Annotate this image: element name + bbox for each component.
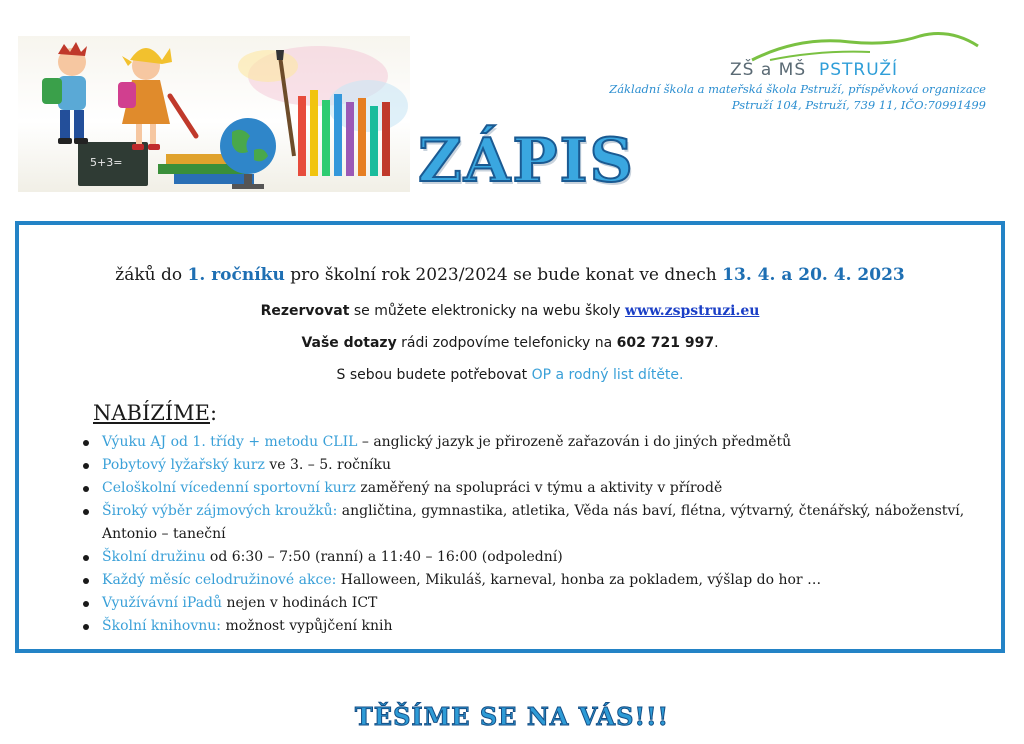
bring-items: OP a rodný list dítěte. [531,367,684,383]
logo-brand [730,60,898,80]
intro-text-1: žáků do [115,265,188,285]
offer-heading [93,401,217,425]
school-illustration [18,36,410,192]
school-logo-block [609,30,986,120]
info-frame [15,221,1005,653]
intro-grade: 1. ročníku [187,265,285,285]
logo-brand-right: PSTRUŽÍ [818,60,898,80]
list-item [99,615,999,638]
questions-text: rádi zodpovíme telefonicky na [396,335,617,351]
offer-text: angličtina, gymnastika, atletika, Věda nás baví, flétna, výtvarný, čtenářský, náboženství, Antonio – taneční [102,503,965,542]
offer-highlight: Široký výběr zájmových kroužků: [102,503,338,519]
reserve-label: Rezervovat [260,303,350,319]
list-item [99,546,999,569]
bring-line [19,367,1001,383]
offer-highlight: Celoškolní vícedenní sportovní kurz [102,480,356,496]
offer-heading-text: NABÍZÍME [93,401,210,425]
school-web-link[interactable]: www.zspstruzi.eu [625,303,760,319]
offer-highlight: Každý měsíc celodružinové akce: [102,572,337,588]
page-title: ZÁPIS [418,126,635,196]
questions-label: Vaše dotazy [301,335,397,351]
school-name: Základní škola a mateřská škola Pstruží, příspěvková organizace [609,82,986,96]
logo-brand-left: ZŠ a MŠ [730,60,807,80]
offer-text: od 6:30 – 7:50 (ranní) a 11:40 – 16:00 (odpolední) [205,549,563,565]
intro-line [19,265,1001,285]
bring-text: S sebou budete potřebovat [336,367,532,383]
svg-text:5+3=: 5+3= [90,156,123,169]
offer-text: nejen v hodinách ICT [222,595,378,611]
reserve-text: se můžete elektronicky na webu školy [349,303,626,319]
offer-list [79,431,999,638]
questions-end: . [714,335,719,351]
school-address: Pstruží 104, Pstruží, 739 11, IČO:70991499 [731,98,986,112]
offer-highlight: Pobytový lyžařský kurz [102,457,265,473]
list-item [99,500,999,546]
intro-dates: 13. 4. a 20. 4. 2023 [722,265,905,285]
offer-heading-colon: : [210,401,218,425]
offer-highlight: Výuku AJ od 1. třídy + metodu CLIL [102,434,358,450]
offer-text: Halloween, Mikuláš, karneval, honba za pokladem, výšlap do hor … [336,572,822,588]
intro-text-2: pro školní rok 2023/2024 se bude konat ve dnech [284,265,723,285]
list-item [99,569,999,592]
reservation-line [19,303,1001,319]
list-item [99,592,999,615]
offer-highlight: Školní knihovnu: [102,618,222,634]
offer-text: – anglický jazyk je přirozeně zařazován i do jiných předmětů [357,434,792,450]
questions-line [19,335,1001,351]
offer-highlight: Školní družinu [102,549,206,565]
offer-text: možnost vypůjčení knih [221,618,393,634]
list-item [99,431,999,454]
list-item [99,477,999,500]
offer-text: zaměřený na spolupráci v týmu a aktivity v přírodě [355,480,723,496]
footer-slogan: TĚŠÍME SE NA VÁS!!! [354,702,670,731]
offer-highlight: Využívávní iPadů [102,595,223,611]
offer-text: ve 3. – 5. ročníku [264,457,391,473]
list-item [99,454,999,477]
phone-number: 602 721 997 [616,335,715,351]
